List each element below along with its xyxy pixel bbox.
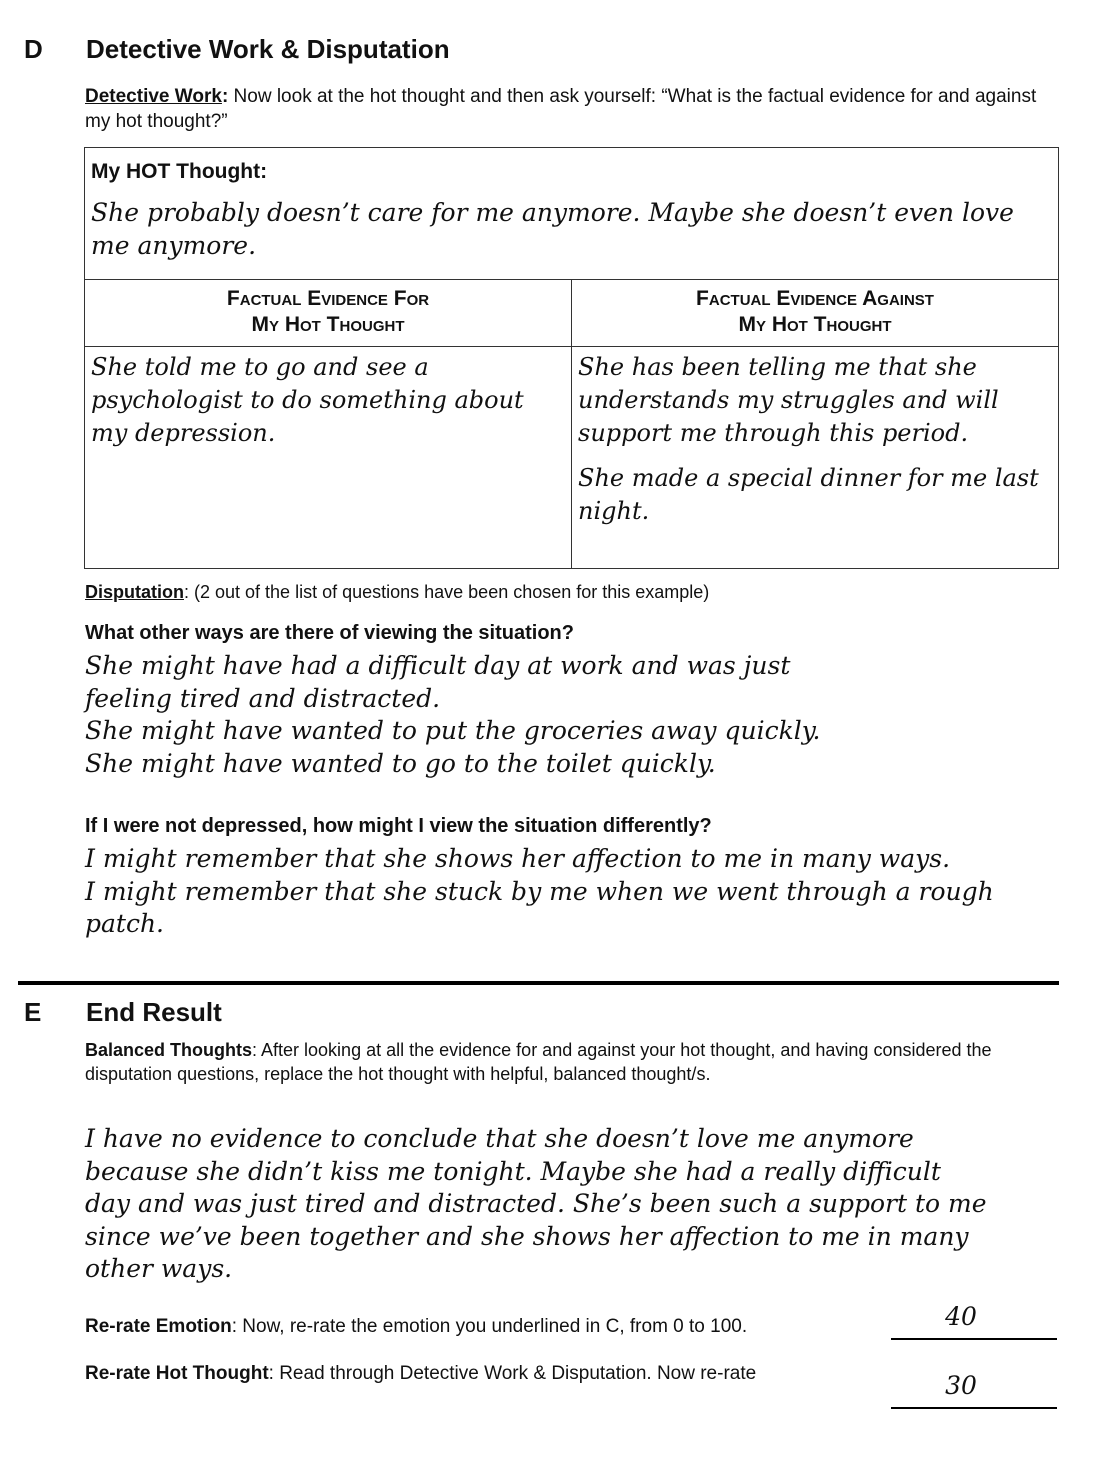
evidence-against-header [572, 280, 1059, 347]
rerate-thought-text: : Read through Detective Work & Disputation. Now re-rate [268, 1363, 757, 1384]
answer-line: She might have had a difficult day at work and was just [85, 651, 791, 680]
rerate-emotion-text: : Now, re-rate the emotion you underlined in C, from 0 to 100. [231, 1316, 748, 1337]
evidence-against-item: She made a special dinner for me last night. [578, 464, 1039, 525]
detective-work-instructions [85, 84, 1055, 134]
balanced-thoughts-instructions [85, 1038, 1045, 1086]
question-other-views: What other ways are there of viewing the situation? [85, 622, 574, 644]
answer-line: patch. [85, 909, 165, 938]
section-divider [18, 981, 1059, 985]
rerate-emotion-prompt [85, 1316, 747, 1338]
balanced-thought-answer [85, 1123, 1075, 1286]
answer-line: day and was just tired and distracted. She’s been such a support to me [85, 1189, 987, 1218]
section-e-letter: E [24, 997, 42, 1027]
section-e-title: End Result [86, 997, 222, 1027]
section-d-letter: D [24, 34, 43, 64]
evidence-for-cell [85, 347, 572, 569]
hot-thought-text: She probably doesn’t care for me anymore. Maybe she doesn’t even love me anymore. [91, 198, 1014, 260]
answer-other-views [85, 650, 1045, 780]
evidence-for-header [85, 280, 572, 347]
balanced-thoughts-text: : After looking at all the evidence for and against your hot thought, and having considered the disputation questions, replace the hot thought with helpful, balanced thought/s. [85, 1040, 992, 1084]
answer-line: She might have wanted to put the groceries away quickly. [85, 716, 821, 745]
detective-work-colon: : [221, 86, 229, 107]
answer-not-depressed [85, 843, 1075, 941]
answer-line: since we’ve been together and she shows her affection to me in many [85, 1221, 969, 1251]
evidence-against-item: She has been telling me that she understands my struggles and will support me through this period. [578, 353, 999, 447]
rerate-emotion-answer-line [891, 1338, 1057, 1340]
evidence-against-header-line2: My Hot Thought [738, 313, 892, 336]
answer-line: I have no evidence to conclude that she doesn’t love me anymore [85, 1124, 914, 1153]
evidence-for-header-line1: Factual Evidence For [226, 287, 430, 310]
disputation-label: Disputation [85, 582, 184, 602]
question-not-depressed: If I were not depressed, how might I view the situation differently? [85, 815, 712, 837]
answer-line: feeling tired and distracted. [85, 683, 441, 713]
evidence-table [84, 147, 1059, 569]
answer-line: I might remember that she stuck by me when we went through a rough [85, 876, 994, 906]
answer-line: other ways. [85, 1254, 233, 1283]
balanced-thoughts-label: Balanced Thoughts [85, 1040, 253, 1060]
evidence-for-header-line2: My Hot Thought [251, 313, 405, 336]
rerate-emotion-value[interactable]: 40 [945, 1302, 977, 1331]
rerate-thought-label: Re-rate Hot Thought [85, 1363, 269, 1384]
hot-thought-cell [85, 148, 1059, 280]
evidence-for-item: She told me to go and see a psychologist to do something about my depression. [91, 353, 524, 447]
section-d-title: Detective Work & Disputation [86, 34, 450, 64]
detective-work-text: Now look at the hot thought and then ask yourself: “What is the factual evidence for and against my hot thought?” [85, 86, 1037, 132]
disputation-instructions [85, 582, 709, 603]
answer-line: I might remember that she shows her affection to me in many ways. [85, 844, 951, 873]
evidence-against-header-line1: Factual Evidence Against [696, 287, 934, 310]
rerate-thought-answer-line [891, 1407, 1057, 1409]
disputation-text: : (2 out of the list of questions have been chosen for this example) [184, 582, 710, 602]
rerate-thought-value[interactable]: 30 [945, 1371, 977, 1400]
answer-line: because she didn’t kiss me tonight. Maybe she had a really difficult [85, 1156, 941, 1186]
detective-work-label: Detective Work [85, 86, 222, 107]
rerate-emotion-label: Re-rate Emotion [85, 1316, 232, 1337]
evidence-against-cell [572, 347, 1059, 569]
hot-thought-label: My HOT Thought: [91, 160, 268, 183]
answer-line: She might have wanted to go to the toilet quickly. [85, 748, 716, 778]
rerate-thought-prompt [85, 1363, 756, 1385]
